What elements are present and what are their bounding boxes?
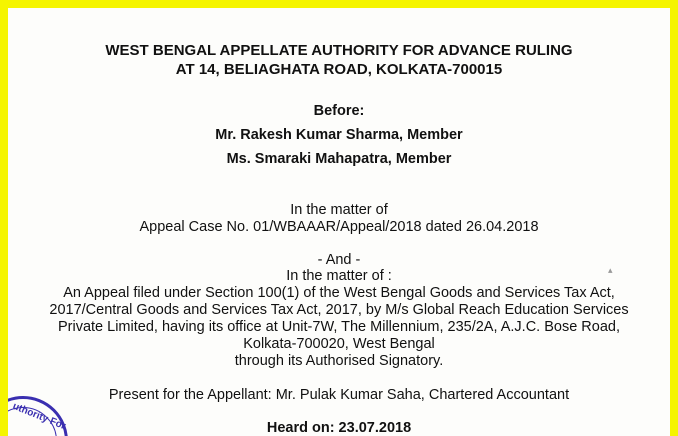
member-2: Ms. Smaraki Mahapatra, Member (226, 151, 452, 167)
document-page (8, 8, 670, 436)
matter-label-1: In the matter of (290, 202, 388, 218)
seal-text: uthority For (10, 400, 68, 433)
heard-on-date: Heard on: 23.07.2018 (266, 420, 412, 436)
member-1: Mr. Rakesh Kumar Sharma, Member (215, 127, 463, 143)
appeal-case-number: Appeal Case No. 01/WBAAAR/Appeal/2018 dated 26.04.2018 (139, 219, 539, 235)
scan-speck: ▴ (608, 265, 613, 275)
appeal-text-line: An Appeal filed under Section 100(1) of the West Bengal Goods and Services Tax Act, (63, 285, 615, 301)
appeal-text-line: Kolkata-700020, West Bengal (243, 336, 435, 352)
authority-title: WEST BENGAL APPELLATE AUTHORITY FOR ADVANCE RULING (105, 42, 573, 59)
matter-label-2: In the matter of : (286, 268, 392, 284)
appeal-text-line: through its Authorised Signatory. (234, 353, 444, 369)
and-separator: - And - (317, 252, 361, 268)
before-label: Before: (313, 103, 365, 119)
present-for-appellant: Present for the Appellant: Mr. Pulak Kumar Saha, Chartered Accountant (108, 387, 570, 403)
appeal-text-line: Private Limited, having its office at Unit-7W, The Millennium, 235/2A, A.J.C. Bose Road, (57, 319, 620, 335)
appeal-text-line: 2017/Central Goods and Services Tax Act, 2017, by M/s Global Reach Education Services (49, 302, 629, 318)
authority-address: AT 14, BELIAGHATA ROAD, KOLKATA-700015 (175, 61, 503, 78)
